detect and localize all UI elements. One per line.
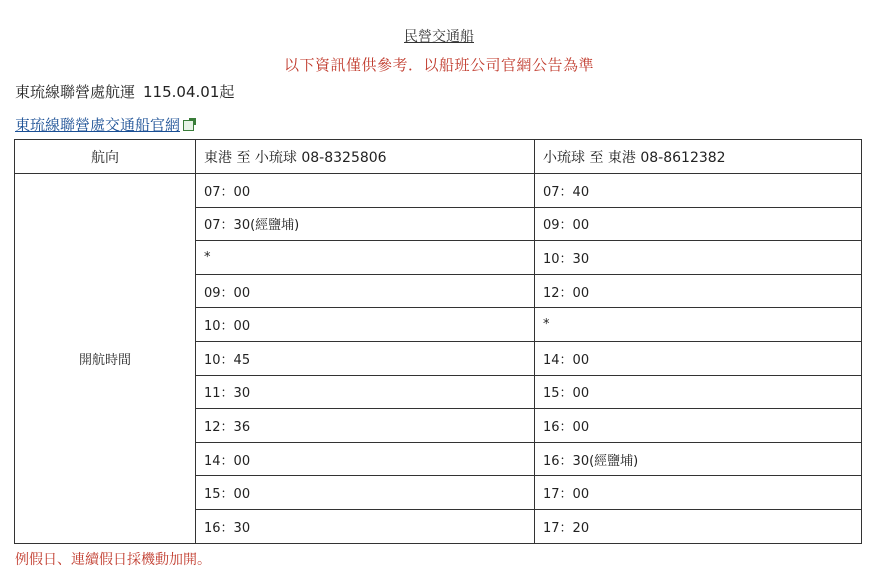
outbound-header: 東港 至 小琉球 08-8325806 — [196, 140, 535, 174]
external-link-icon — [183, 120, 194, 131]
outbound-time-cell: 10：00 — [196, 308, 535, 342]
outbound-time-cell: 07：30(經鹽埔) — [196, 207, 535, 241]
inbound-time-cell: * — [535, 308, 862, 342]
inbound-time-cell: 09：00 — [535, 207, 862, 241]
inbound-time-cell: 07：40 — [535, 174, 862, 208]
inbound-header: 小琉球 至 東港 08-8612382 — [535, 140, 862, 174]
outbound-time-cell: 11：30 — [196, 375, 535, 409]
schedule-body — [15, 174, 862, 544]
effective-date: 115.04.01起 — [143, 83, 235, 101]
page-title: 民營交通船 — [404, 29, 474, 45]
outbound-time-cell: 10：45 — [196, 341, 535, 375]
inbound-time-cell: 14：00 — [535, 341, 862, 375]
table-row — [15, 174, 862, 208]
inbound-time-cell: 17：20 — [535, 509, 862, 543]
outbound-time-cell: * — [196, 241, 535, 275]
inbound-time-cell: 12：00 — [535, 274, 862, 308]
outbound-time-cell: 16：30 — [196, 509, 535, 543]
outbound-time-cell: 12：36 — [196, 409, 535, 443]
official-site-link[interactable] — [15, 114, 194, 135]
inbound-time-cell: 16：30(經鹽埔) — [535, 442, 862, 476]
outbound-time-cell: 07：00 — [196, 174, 535, 208]
direction-header: 航向 — [15, 140, 196, 174]
table-header-row — [15, 140, 862, 174]
inbound-time-cell: 17：00 — [535, 476, 862, 510]
route-name: 東琉線聯營處航運 — [15, 83, 136, 101]
inbound-time-cell: 10：30 — [535, 241, 862, 275]
footnote: 例假日、連續假日採機動加開。 — [15, 552, 211, 568]
disclaimer-notice: 以下資訊僅供參考．以船班公司官網公告為準 — [283, 56, 594, 74]
official-site-link-text[interactable]: 東琉線聯營處交通船官網 — [15, 116, 181, 134]
inbound-time-cell: 16：00 — [535, 409, 862, 443]
outbound-time-cell: 14：00 — [196, 442, 535, 476]
outbound-time-cell: 15：00 — [196, 476, 535, 510]
outbound-time-cell: 09：00 — [196, 274, 535, 308]
inbound-time-cell: 15：00 — [535, 375, 862, 409]
route-info — [15, 81, 234, 102]
departure-time-label: 開航時間 — [15, 174, 196, 544]
schedule-table — [14, 139, 862, 544]
